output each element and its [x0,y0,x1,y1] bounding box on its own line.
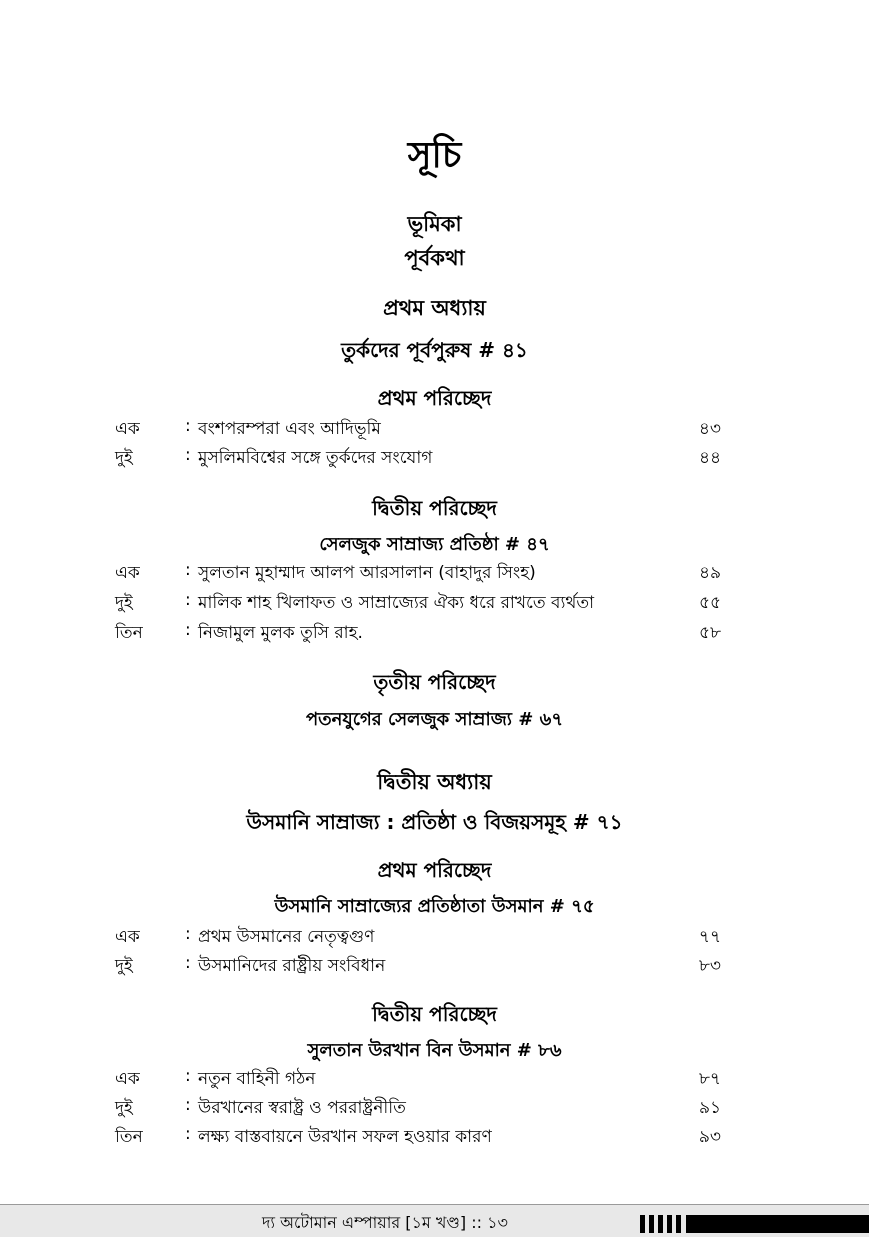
entry-number: তিন [115,623,143,643]
chapter-1-label: প্রথম অধ্যায় [383,296,486,320]
chapter-1-heading: তুর্কদের পূর্বপুরুষ # ৪১ [341,338,528,362]
toc-entry [0,416,869,442]
ch2-section-2-label: দ্বিতীয় পরিচ্ছেদ [372,1002,497,1026]
page-title: সূচি [407,135,462,176]
entry-separator: : [185,560,191,580]
entry-number: এক [115,419,140,439]
entry-page: ৫৫ [698,593,721,613]
ch2-section-1-heading: উসমানি সাম্রাজ্যের প্রতিষ্ঠাতা উসমান # ৭৫ [274,896,595,917]
entry-title: সুলতান মুহাম্মাদ আলপ আরসালান (বাহাদুর সিংহ) [198,563,536,583]
entry-title: উসমানিদের রাষ্ট্রীয় সংবিধান [198,956,386,976]
entry-number: এক [115,1069,140,1089]
entry-page: ৪৪ [698,448,721,468]
entry-page: ৪৯ [698,563,721,583]
entry-title: উরখানের স্বরাষ্ট্র ও পররাষ্ট্রনীতি [198,1098,406,1118]
entry-title: প্রথম উসমানের নেতৃত্বগুণ [198,927,375,947]
footer-decorative-bars [640,1215,685,1233]
entry-number: দুই [115,956,133,976]
ch1-section-2-label: দ্বিতীয় পরিচ্ছেদ [372,496,497,520]
entry-number: দুই [115,1098,133,1118]
toc-entry [0,445,869,471]
entry-number: দুই [115,448,133,468]
toc-entry [0,1124,869,1150]
entry-separator: : [185,924,191,944]
ch1-section-1-label: প্রথম পরিচ্ছেদ [377,386,492,410]
entry-separator: : [185,445,191,465]
entry-page: ৫৮ [698,623,721,643]
entry-title: মুসলিমবিশ্বের সঙ্গে তুর্কদের সংযোগ [198,448,433,468]
toc-entry [0,924,869,950]
toc-entry [0,953,869,979]
toc-entry [0,590,869,616]
ch2-section-2-heading: সুলতান উরখান বিন উসমান # ৮৬ [307,1040,562,1061]
entry-separator: : [185,1066,191,1086]
front-matter-purbakotha: পূর্বকথা [404,246,465,270]
ch1-section-3-heading: পতনযুগের সেলজুক সাম্রাজ্য # ৬৭ [305,709,564,730]
entry-number: এক [115,563,140,583]
toc-entry [0,1066,869,1092]
ch1-section-2-heading: সেলজুক সাম্রাজ্য প্রতিষ্ঠা # ৪৭ [319,534,550,555]
footer-black-band [686,1215,869,1233]
chapter-2-heading: উসমানি সাম্রাজ্য : প্রতিষ্ঠা ও বিজয়সমূহ # ৭১ [246,810,623,834]
entry-page: ৭৭ [698,927,721,947]
entry-title: মালিক শাহ খিলাফত ও সাম্রাজ্যের ঐক্য ধরে রাখতে ব্যর্থতা [198,593,595,613]
ch1-section-3-label: তৃতীয় পরিচ্ছেদ [373,670,496,694]
entry-number: এক [115,927,140,947]
entry-title: লক্ষ্য বাস্তবায়নে উরখান সফল হওয়ার কারণ [198,1127,492,1147]
page-footer [0,1204,869,1237]
toc-entry [0,1095,869,1121]
entry-separator: : [185,416,191,436]
entry-title: বংশপরম্পরা এবং আদিভূমি [198,419,381,439]
entry-separator: : [185,620,191,640]
entry-separator: : [185,590,191,610]
entry-separator: : [185,1124,191,1144]
front-matter-bhumika: ভূমিকা [407,212,462,236]
entry-number: দুই [115,593,133,613]
ch2-section-1-label: প্রথম পরিচ্ছেদ [377,858,492,882]
entry-page: ৯১ [698,1098,721,1118]
entry-page: ৮৩ [698,956,721,976]
entry-page: ৮৭ [698,1069,721,1089]
entry-title: নতুন বাহিনী গঠন [198,1069,316,1089]
toc-entry [0,560,869,586]
entry-number: তিন [115,1127,143,1147]
toc-entry [0,620,869,646]
entry-title: নিজামুল মুলক তুসি রাহ. [198,623,363,643]
entry-separator: : [185,1095,191,1115]
footer-running-title: দ্য অটোমান এম্পায়ার [১ম খণ্ড] :: ১৩ [262,1213,508,1232]
entry-separator: : [185,953,191,973]
entry-page: ৯৩ [698,1127,721,1147]
entry-page: ৪৩ [698,419,721,439]
chapter-2-label: দ্বিতীয় অধ্যায় [377,770,492,794]
